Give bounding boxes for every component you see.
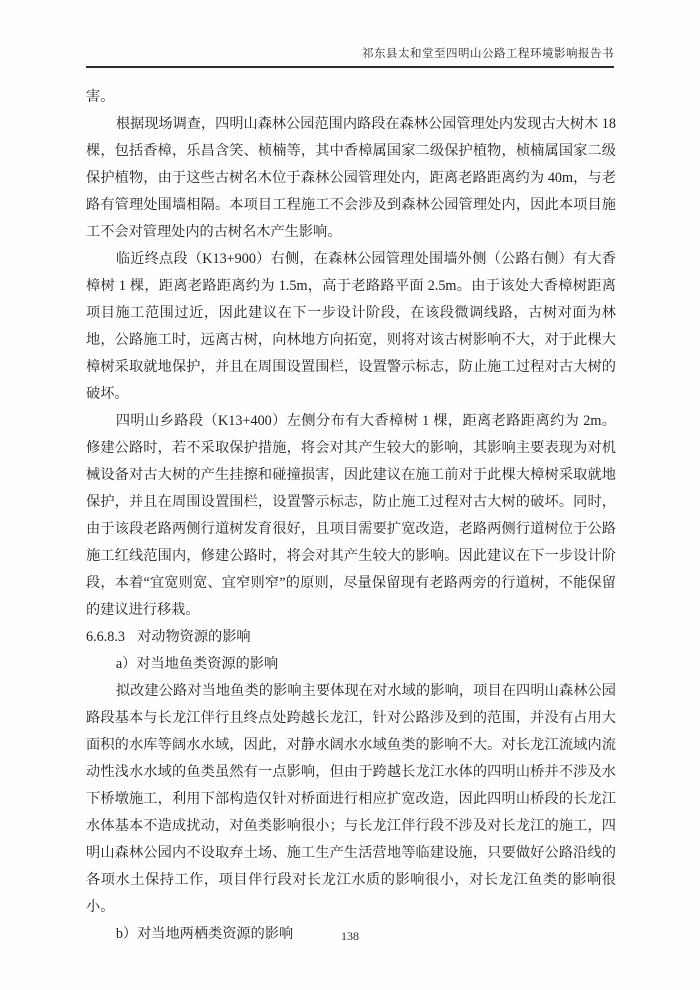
paragraph-k13-400: 四明山乡路段（K13+400）左侧分布有大香樟树 1 棵，距离老路距离约为 2m。修建公路时，若不采取保护措施，将会对其产生较大的影响，其影响主要表现为对机械设备对古大树的产生挂擦和碰撞损害，因此建议在施工前对于此棵大樟树采取就地保护，并且在周围设置围栏，设置警示标志，防止施工过程对古大树的破坏。同时，由于该段老路两侧行道树发育很好，且项目需要扩宽改造，老路两侧行道树位于公路施工红线范围内，修建公路时，将会对其产生较大的影响。因此建议在下一步设计阶段，本着“宜宽则宽、宜窄则窄”的原则，尽量保留现有老路两旁的行道树，不能保留的建议进行移栽。 [86,413,616,618]
item-b-heading: b）对当地两栖类资源的影响 [115,926,294,942]
section-heading-number: 6.6.8.3 [86,629,126,645]
page-number: 138 [341,929,359,943]
paragraph-k13-900: 临近终点段（K13+900）右侧，在森林公园管理处围墙外侧（公路右侧）有大香樟树 1 棵，距离老路距离约为 1.5m，高于老路路平面 2.5m。由于该处大香樟树距离项目施工范围过近，因此建议在下一步设计阶段，在该段微调线路，古树对面为林地，公路施工时，远离古树，向林地方向拓宽，则将对该古树影响不大，对于此棵大樟树采取就地保护，并且在周围设置围栏，设置警示标志，防止施工过程对古大树的破坏。 [86,251,616,402]
page-header [86,47,614,68]
document-body [86,84,616,948]
header-title: 祁东县太和堂至四明山公路工程环境影响报告书 [362,48,614,60]
item-a-heading: a）对当地鱼类资源的影响 [115,656,279,672]
section-heading-title: 对动物资源的影响 [137,629,251,645]
paragraph-fish-impact: 拟改建公路对当地鱼类的影响主要体现在对水域的影响，项目在四明山森林公园路段基本与长龙江伴行且终点处跨越长龙江，针对公路涉及到的范围，并没有占用大面积的水库等阔水水域，因此，对静水阔水水域鱼类的影响不大。对长龙江流域内流动性浅水水域的鱼类虽然有一点影响，但由于跨越长龙江水体的四明山桥并不涉及水下桥墩施工，利用下部构造仅针对桥面进行相应扩宽改造，因此四明山桥段的长龙江水体基本不造成扰动，对鱼类影响很小；与长龙江伴行段不涉及对长龙江的施工，四明山森林公园内不设取弃土场、施工生产生活营地等临建设施，只要做好公路沿线的各项水土保持工作，项目伴行段对长龙江水质的影响很小，对长龙江鱼类的影响很小。 [86,683,616,915]
page-footer [0,929,700,944]
paragraph-continuation: 害。 [86,89,115,105]
paragraph-forest-trees: 根据现场调查，四明山森林公园范围内路段在森林公园管理处内发现古大树木 18 棵，包括香樟，乐昌含笑、桢楠等，其中香樟属国家二级保护植物，桢楠属国家二级保护植物，由于这些古树名木位于森林公园管理处内，距离老路距离约为 40m，与老路有管理处围墙相隔。本项目工程施工不会涉及到森林公园管理处内，因此本项目施工不会对管理处内的古树名木产生影响。 [86,116,616,240]
section-heading-6-6-8-3 [86,624,616,651]
